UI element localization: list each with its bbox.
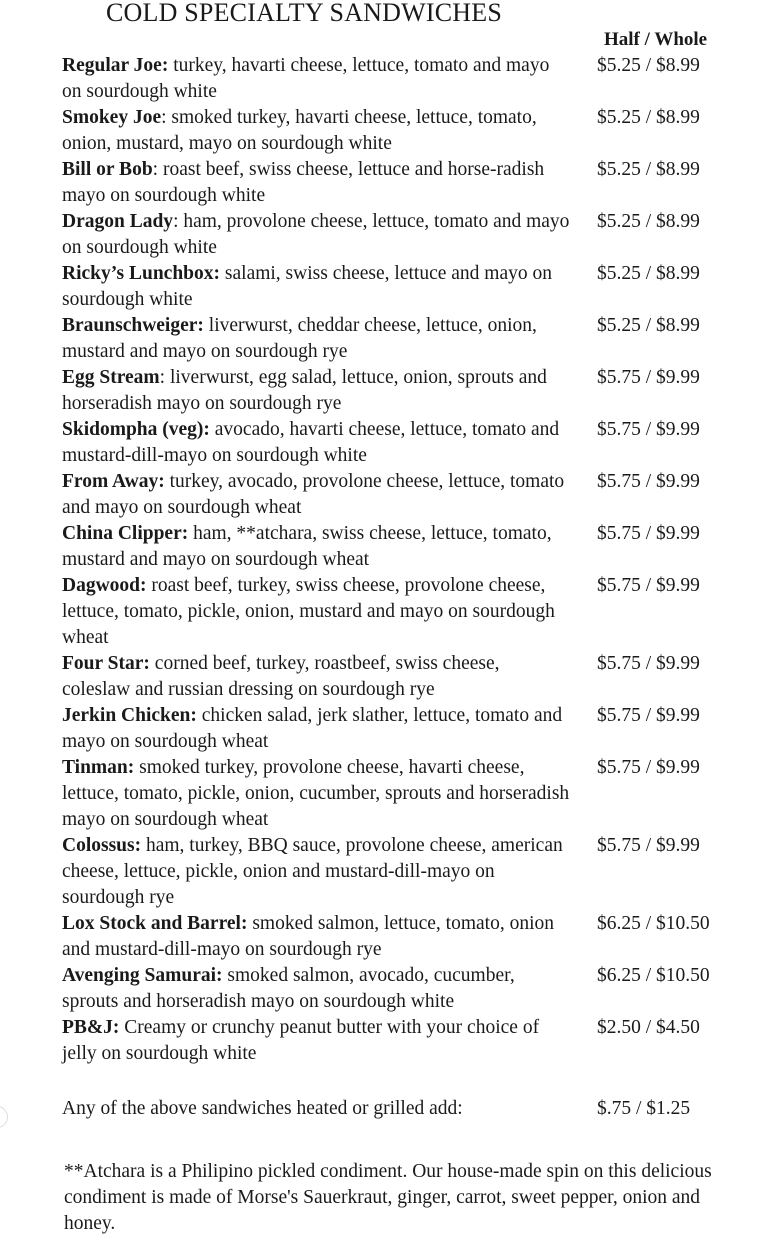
item-name: Avenging Samurai: [62, 965, 223, 986]
list-item [62, 703, 742, 755]
heated-addon-row [62, 1096, 742, 1122]
item-description: chicken salad, jerk slather, lettuce, tomato and mayo on sourdough wheat [62, 705, 563, 752]
item-price: $6.25 / $10.50 [597, 965, 710, 986]
list-item [62, 53, 742, 105]
item-description: salami, swiss cheese, lettuce and mayo on sourdough white [62, 263, 552, 310]
item-price: $5.25 / $8.99 [597, 55, 700, 76]
item-description: corned beef, turkey, roastbeef, swiss cheese, coleslaw and russian dressing on sourdough rye [62, 653, 500, 700]
item-name: Colossus: [62, 835, 142, 856]
list-item [62, 573, 742, 651]
item-name: From Away: [62, 471, 165, 492]
item-price: $6.25 / $10.50 [597, 913, 710, 934]
item-price: $5.75 / $9.99 [597, 705, 700, 726]
item-description: Creamy or crunchy peanut butter with your choice of jelly on sourdough white [62, 1017, 540, 1064]
item-name: Jerkin Chicken: [62, 705, 197, 726]
list-item [62, 313, 742, 365]
scroll-edge-indicator [0, 1106, 8, 1128]
heated-addon-text: Any of the above sandwiches heated or grilled add: [62, 1098, 463, 1119]
list-item [62, 209, 742, 261]
item-price: $5.75 / $9.99 [597, 835, 700, 856]
item-description: liverwurst, cheddar cheese, lettuce, onion, mustard and mayo on sourdough rye [62, 315, 537, 362]
item-price: $5.25 / $8.99 [597, 263, 700, 284]
list-item [62, 1015, 742, 1067]
item-description: turkey, havarti cheese, lettuce, tomato and mayo on sourdough white [62, 55, 550, 102]
item-name: Bill or Bob [62, 159, 153, 180]
list-item [62, 417, 742, 469]
page-title: COLD SPECIALTY SANDWICHES [106, 0, 502, 27]
list-item [62, 469, 742, 521]
item-description: ham, turkey, BBQ sauce, provolone cheese, american cheese, lettuce, pickle, onion and mustard-dill-mayo on sourdough rye [62, 835, 563, 908]
atchara-footnote: **Atchara is a Philipino pickled condiment. Our house-made spin on this delicious condiment is made of Morse's Sauerkraut, ginger, carrot, sweet pepper, onion and honey. [64, 1161, 712, 1234]
list-item [62, 963, 742, 1015]
list-item [62, 833, 742, 911]
list-item [62, 261, 742, 313]
sandwich-list [62, 53, 742, 1067]
item-description: turkey, avocado, provolone cheese, lettuce, tomato and mayo on sourdough wheat [62, 471, 565, 518]
list-item [62, 105, 742, 157]
item-price: $5.75 / $9.99 [597, 575, 700, 596]
item-description: ham, **atchara, swiss cheese, lettuce, tomato, mustard and mayo on sourdough wheat [62, 523, 552, 570]
item-name: Ricky’s Lunchbox: [62, 263, 221, 284]
item-price: $5.75 / $9.99 [597, 419, 700, 440]
item-name: Dragon Lady [62, 211, 174, 232]
item-price: $5.75 / $9.99 [597, 367, 700, 388]
item-name: Skidompha (veg): [62, 419, 210, 440]
item-name: China Clipper: [62, 523, 189, 544]
item-price: $5.25 / $8.99 [597, 159, 700, 180]
item-name: Dagwood: [62, 575, 147, 596]
item-description: : ham, provolone cheese, lettuce, tomato and mayo on sourdough white [62, 211, 570, 258]
list-item [62, 365, 742, 417]
item-description: roast beef, turkey, swiss cheese, provolone cheese, lettuce, tomato, pickle, onion, mustard and mayo on sourdough wheat [62, 575, 555, 648]
item-price: $5.75 / $9.99 [597, 653, 700, 674]
item-description: avocado, havarti cheese, lettuce, tomato and mustard-dill-mayo on sourdough white [62, 419, 560, 466]
item-name: Egg Stream [62, 367, 160, 388]
price-column-header: Half / Whole [604, 29, 708, 50]
list-item [62, 651, 742, 703]
item-description: smoked salmon, lettuce, tomato, onion and mustard-dill-mayo on sourdough rye [62, 913, 554, 960]
item-description: : liverwurst, egg salad, lettuce, onion, sprouts and horseradish mayo on sourdough rye [62, 367, 547, 414]
item-name: Tinman: [62, 757, 135, 778]
item-name: Lox Stock and Barrel: [62, 913, 248, 934]
item-price: $5.75 / $9.99 [597, 471, 700, 492]
item-price: $5.75 / $9.99 [597, 757, 700, 778]
list-item [62, 521, 742, 573]
item-name: PB&J: [62, 1017, 120, 1038]
item-price: $5.25 / $8.99 [597, 315, 700, 336]
item-name: Four Star: [62, 653, 150, 674]
item-description: smoked turkey, provolone cheese, havarti cheese, lettuce, tomato, pickle, onion, cucumber, sprouts and horseradish mayo on sourdough wheat [62, 757, 570, 830]
list-item [62, 157, 742, 209]
item-price: $5.75 / $9.99 [597, 523, 700, 544]
item-name: Smokey Joe [62, 107, 162, 128]
item-price: $5.25 / $8.99 [597, 211, 700, 232]
item-price: $2.50 / $4.50 [597, 1017, 700, 1038]
heated-addon-price: $.75 / $1.25 [597, 1098, 691, 1119]
item-description: : roast beef, swiss cheese, lettuce and horse-radish mayo on sourdough white [62, 159, 545, 206]
list-item [62, 755, 742, 833]
list-item [62, 911, 742, 963]
item-description: : smoked turkey, havarti cheese, lettuce, tomato, onion, mustard, mayo on sourdough white [62, 107, 537, 154]
item-price: $5.25 / $8.99 [597, 107, 700, 128]
item-description: smoked salmon, avocado, cucumber, sprouts and horseradish mayo on sourdough white [62, 965, 515, 1012]
item-name: Regular Joe: [62, 55, 169, 76]
item-name: Braunschweiger: [62, 315, 204, 336]
